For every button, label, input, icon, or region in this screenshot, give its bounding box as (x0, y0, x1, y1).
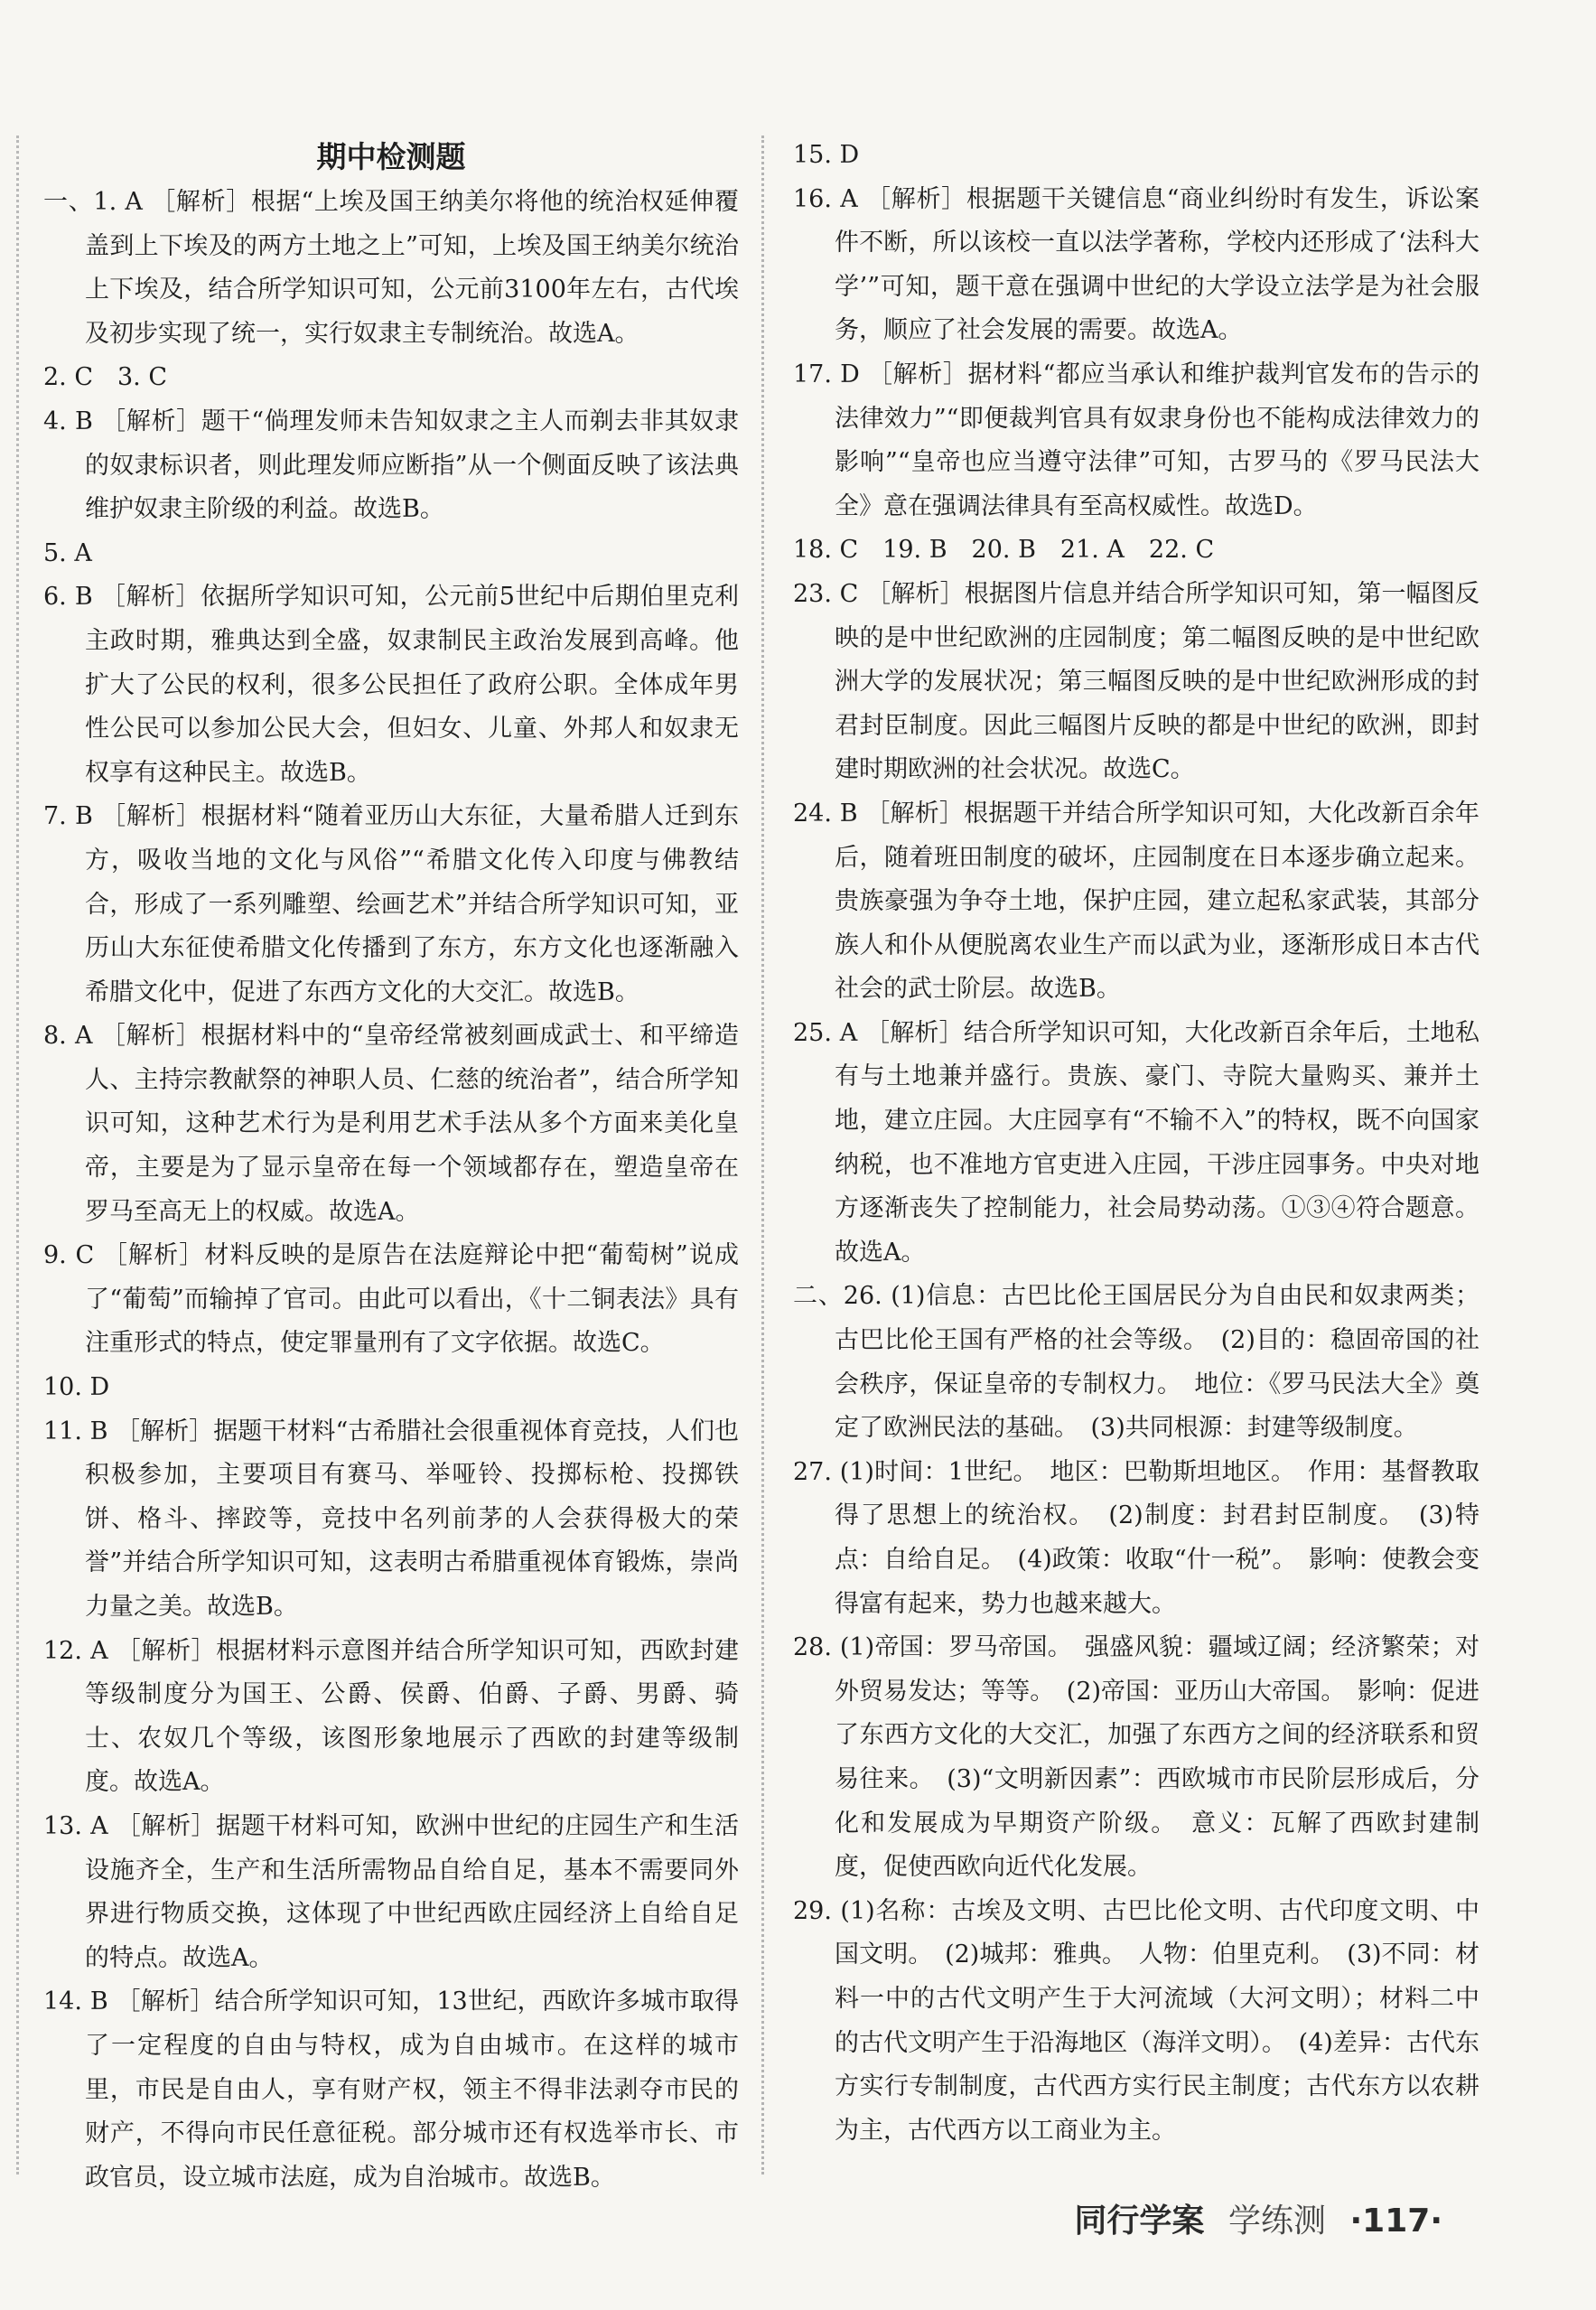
answer-5: 5. A (43, 538, 92, 567)
answer-17: 17. D ［解析］据材料“都应当承认和维护裁判官发布的告示的法律效力”“即便裁判官具有奴隶身份也不能构成法律效力的影响”“皇帝也应当遵守法律”可知，古罗马的《罗马民法大全》意在强调法律具有至高权威性。故选D。 (793, 360, 1479, 520)
answer-12: 12. A ［解析］根据材料示意图并结合所学知识可知，西欧封建等级制度分为国王、公爵、侯爵、伯爵、子爵、男爵、骑士、农奴几个等级，该图形象地展示了西欧的封建等级制度。故选A。 (43, 1636, 739, 1797)
page-number: ·117· (1349, 2202, 1442, 2240)
column-divider (761, 136, 764, 2174)
answer-24: 24. B ［解析］根据题干并结合所学知识可知，大化改新百余年后，随着班田制度的破坏，庄园制度在日本逐步确立起来。贵族豪强为争夺土地，保护庄园，建立起私家武装，其部分族人和仆从便脱离农业生产而以武为业，逐渐形成日本古代社会的武士阶层。故选B。 (793, 799, 1479, 1004)
answer-27: 27. (1)时间：1世纪。 地区：巴勒斯坦地区。 作用：基督教取得了思想上的统治权。 (2)制度：封君封臣制度。 (3)特点：自给自足。 (4)政策：收取“什一税”。 影响：使教会变得富有起来，势力也越来越大。 (793, 1457, 1479, 1618)
answer-2-3: 2. C 3. C (43, 363, 168, 392)
answer-28: 28. (1)帝国：罗马帝国。 强盛风貌：疆域辽阔；经济繁荣；对外贸易发达；等等。 (2)帝国：亚历山大帝国。 影响：促进了东西方文化的大交汇，加强了东西方之间的经济联系和贸易往来。 (3)“文明新因素”：西欧城市市民阶层形成后，分化和发展成为早期资产阶级。 意义：瓦解了西欧封建制度，促使西欧向近代化发展。 (793, 1633, 1479, 1882)
answer-6: 6. B ［解析］依据所学知识可知，公元前5世纪中后期伯里克利主政时期，雅典达到全盛，奴隶制民主政治发展到高峰。他扩大了公民的权利，很多公民担任了政府公职。全体成年男性公民可以参加公民大会，但妇女、儿童、外邦人和奴隶无权享有这种民主。故选B。 (43, 583, 739, 787)
footer-subtitle: 学练测 (1227, 2202, 1326, 2240)
page-title: 期中检测题 (316, 139, 466, 174)
answer-15: 15. D (793, 141, 860, 169)
answer-13: 13. A ［解析］据题干材料可知，欧洲中世纪的庄园生产和生活设施齐全，生产和生活所需物品自给自足，基本不需要同外界进行物质交换，这体现了中世纪西欧庄园经济上自给自足的特点。故选A。 (43, 1811, 739, 1972)
page-footer (1061, 2195, 1442, 2241)
answer-10: 10. D (43, 1373, 110, 1402)
answer-4: 4. B ［解析］题干“倘理发师未告知奴隶之主人而剃去非其奴隶的奴隶标识者，则此理发师应断指”从一个侧面反映了该法典维护奴隶主阶级的利益。故选B。 (43, 407, 739, 524)
answer-14: 14. B ［解析］结合所学知识可知，13世纪，西欧许多城市取得了一定程度的自由与特权，成为自由城市。在这样的城市里，市民是自由人，享有财产权，领主不得非法剥夺市民的财产，不得向市民任意征税。部分城市还有权选举市长、市政官员，设立城市法庭，成为自治城市。故选B。 (43, 1987, 739, 2192)
answer-29: 29. (1)名称：古埃及文明、古巴比伦文明、古代印度文明、中国文明。 (2)城邦：雅典。 人物：伯里克利。 (3)不同：材料一中的古代文明产生于大河流域（大河文明）；材料二中的古代文明产生于沿海地区（海洋文明）。 (4)差异：古代东方实行专制制度，古代西方实行民主制度；古代东方以农耕为主，古代西方以工商业为主。 (793, 1896, 1479, 2145)
answer-11: 11. B ［解析］据题干材料“古希腊社会很重视体育竞技，人们也积极参加，主要项目有赛马、举哑铃、投掷标枪、投掷铁饼、格斗、摔跤等，竞技中名列前茅的人会获得极大的荣誉”并结合所学知识可知，这表明古希腊重视体育锻炼，崇尚力量之美。故选B。 (43, 1417, 739, 1621)
right-column (793, 134, 1479, 2153)
answer-25: 25. A ［解析］结合所学知识可知，大化改新百余年后，土地私有与土地兼并盛行。贵族、豪门、寺院大量购买、兼并土地，建立庄园。大庄园享有“不输不入”的特权，既不向国家纳税，也不准地方官吏进入庄园，干涉庄园事务。中央对地方逐渐丧失了控制能力，社会局势动荡。①③④符合题意。故选A。 (793, 1018, 1479, 1267)
answer-8: 8. A ［解析］根据材料中的“皇帝经常被刻画成武士、和平缔造人、主持宗教献祭的神职人员、仁慈的统治者”，结合所学知识可知，这种艺术行为是利用艺术手法从多个方面来美化皇帝，主要是为了显示皇帝在每一个领域都存在，塑造皇帝在罗马至高无上的权威。故选A。 (43, 1022, 739, 1226)
answer-16: 16. A ［解析］根据题干关键信息“商业纠纷时有发生，诉讼案件不断，所以该校一直以法学著称，学校内还形成了‘法科大学’”可知，题干意在强调中世纪的大学设立法学是为社会服务，顺应了社会发展的需要。故选A。 (793, 184, 1479, 345)
footer-brand: 同行学案 (1074, 2202, 1205, 2240)
answer-7: 7. B ［解析］根据材料“随着亚历山大东征，大量希腊人迁到东方，吸收当地的文化与风俗”“希腊文化传入印度与佛教结合，形成了一系列雕塑、绘画艺术”并结合所学知识可知，亚历山大东征使希腊文化传播到了东方，东方文化也逐渐融入希腊文化中，促进了东西方文化的大交汇。故选B。 (43, 802, 739, 1006)
answer-26: 二、26. (1)信息：古巴比伦王国居民分为自由民和奴隶两类；古巴比伦王国有严格的社会等级。 (2)目的：稳固帝国的社会秩序，保证皇帝的专制权力。 地位：《罗马民法大全》奠定了欧洲民法的基础。 (3)共同根源：封建等级制度。 (793, 1282, 1479, 1443)
left-column (43, 134, 739, 2200)
answer-18-22: 18. C 19. B 20. B 21. A 22. C (793, 536, 1215, 565)
answer-9: 9. C ［解析］材料反映的是原告在法庭辩论中把“葡萄树”说成了“葡萄”而输掉了官司。由此可以看出，《十二铜表法》具有注重形式的特点，使定罪量刑有了文字依据。故选C。 (43, 1241, 739, 1358)
answer-1: 一、1. A ［解析］根据“上埃及国王纳美尔将他的统治权延伸覆盖到上下埃及的两方土地之上”可知，上埃及国王纳美尔统治上下埃及，结合所学知识可知，公元前3100年左右，古代埃及初步实现了统一，实行奴隶主专制统治。故选A。 (43, 188, 739, 348)
answer-23: 23. C ［解析］根据图片信息并结合所学知识可知，第一幅图反映的是中世纪欧洲的庄园制度；第二幅图反映的是中世纪欧洲大学的发展状况；第三幅图反映的是中世纪欧洲形成的封君封臣制度。因此三幅图片反映的都是中世纪的欧洲，即封建时期欧洲的社会状况。故选C。 (793, 579, 1479, 784)
left-margin-dotted-line (16, 136, 19, 2174)
